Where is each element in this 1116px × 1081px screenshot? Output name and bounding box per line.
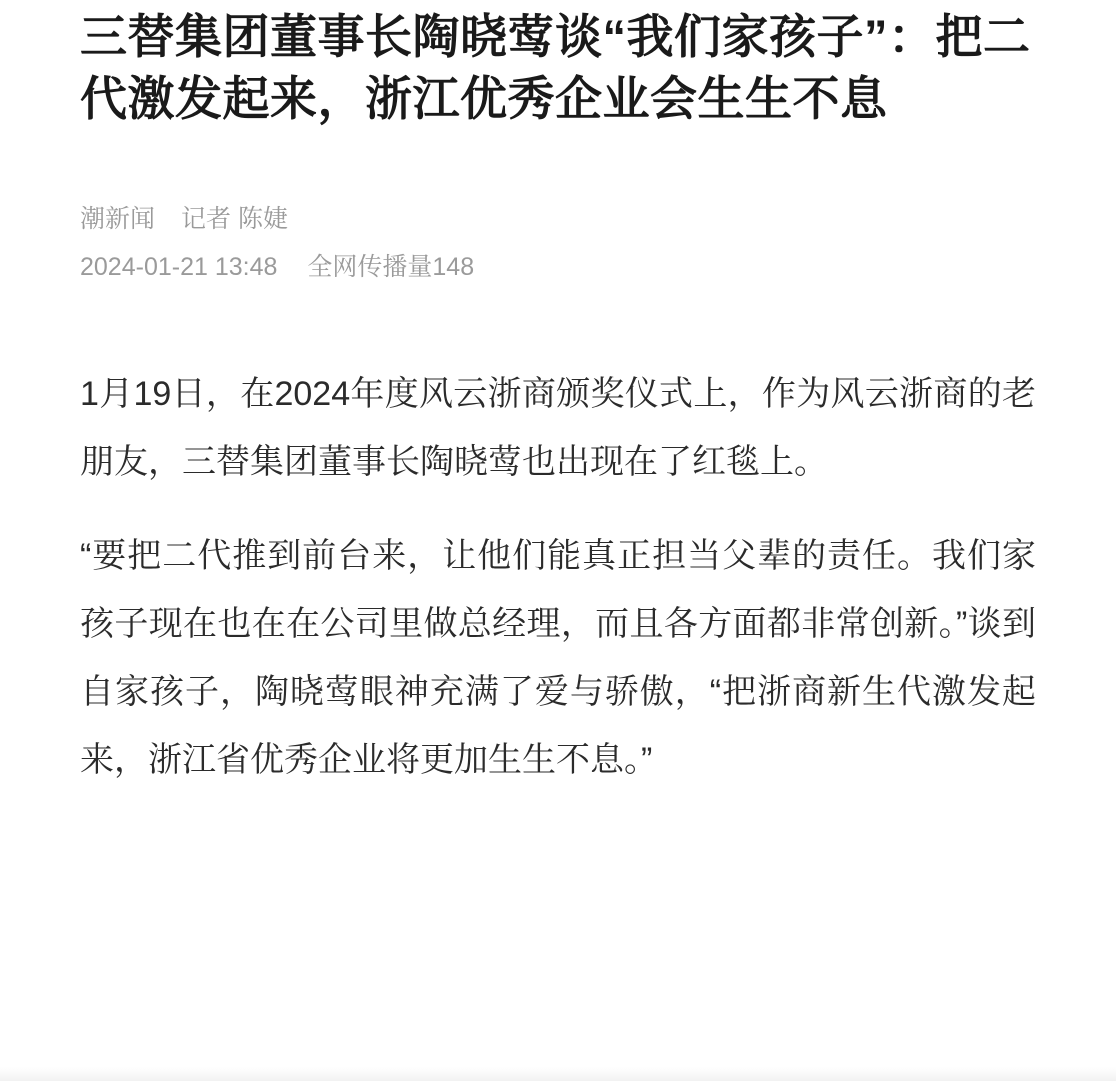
article-body: [80, 360, 1036, 794]
bottom-fade-divider: [0, 1067, 1116, 1081]
page-title: 三替集团董事长陶晓莺谈“我们家孩子”：把二代激发起来，浙江优秀企业会生生不息: [80, 10, 1031, 125]
publish-timestamp: 2024-01-21 13:48: [80, 253, 278, 281]
article-paragraph: 1月19日，在2024年度风云浙商颁奖仪式上，作为风云浙商的老朋友，三替集团董事长陶晓莺也出现在了红毯上。: [80, 375, 1036, 481]
byline: [80, 202, 1036, 236]
author-label: 记者 陈婕: [181, 205, 288, 233]
article-paragraph: “要把二代推到前台来，让他们能真正担当父辈的责任。我们家孩子现在也在在公司里做总经理，而且各方面都非常创新。”谈到自家孩子，陶晓莺眼神充满了爱与骄傲，“把浙商新生代激发起来，浙江省优秀企业将更加生生不息。”: [80, 537, 1036, 779]
article-meta: [80, 250, 1036, 284]
source-label: 潮新闻: [80, 205, 156, 233]
spread-count-label: 全网传播量148: [307, 253, 475, 281]
